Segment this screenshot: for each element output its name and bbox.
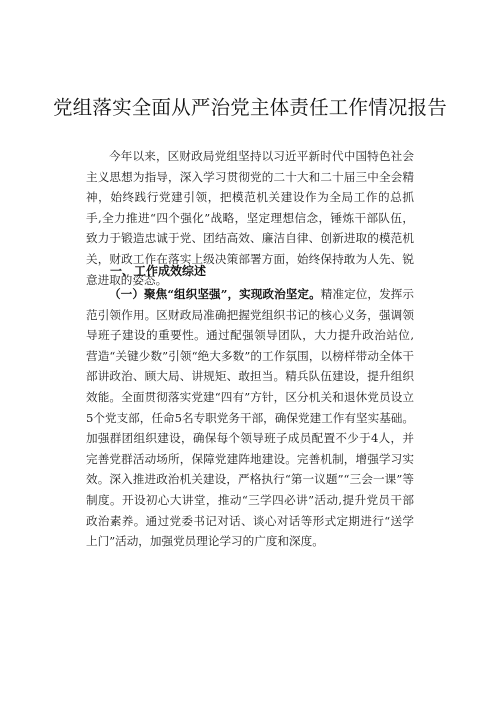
section-heading: 一、工作成效综述 xyxy=(110,264,207,278)
subsection-lead: （一）聚焦“组织坚强”，实现政治坚定。 xyxy=(109,287,321,301)
document-title: 党组落实全面从严治党主体责任工作情况报告 xyxy=(52,96,447,119)
intro-paragraph: 今年以来，区财政局党组坚持以习近平新时代中国特色社会主义思想为指导，深入学习贯彻党的二十大和二十届三中全会精神，始终践行党建引领，把模范机关建设作为全局工作的总抓手,全力推进“四个强化”战略，坚定理想信念，锤炼干部队伍，致力于锻造忠诚于党、团结高效、廉洁自律、创新进取的模范机关，财政工作在落实上级决策部署方面，始终保持敢为人先、锐意进取的姿态。 xyxy=(86,149,414,287)
subsection-body: 精准定位，发挥示范引领作用。区财政局准确把握党组织书记的核心义务，强调领导班子建设的重要性。通过配强领导团队，大力提升政治站位,营造“关键少数”引领“绝大多数”的工作氛围，以榜样带动全体干部讲政治、顾大局、讲规矩、敢担当。精兵队伍建设，提升组织效能。全面贯彻落实党建“四有”方针，区分机关和退休党员设立5个党支部，任命5名专职党务干部，确保党建工作有坚实基础。加强群团组织建设，确保每个领导班子成员配置不少于4人，并完善党群活动场所，保障党建阵地建设。完善机制，增强学习实效。深入推进政治机关建设，严格执行“第一议题”“三会一课”等制度。开设初心大讲堂，推动“三学四必讲”活动,提升党员干部政治素养。通过党委书记对话、谈心对话等形式定期进行“送学上门”活动，加强党员理论学习的广度和深度。 xyxy=(86,287,414,549)
subsection-paragraph xyxy=(86,284,414,552)
